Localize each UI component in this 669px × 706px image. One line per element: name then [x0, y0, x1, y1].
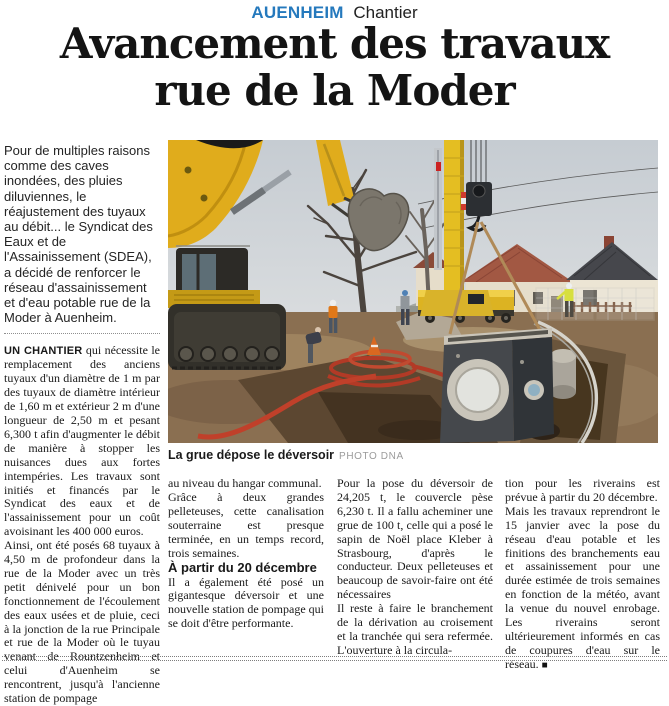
article-paragraph-text: Mais les travaux reprendront le 15 janvier avec la pose du réseau d'eau potable et les finitions des branchements eau et assainissement pour une durée estimée de trois semaines en fonction de la météo, avant la venue du nouvel enrobage. Les riverains seront ultérieurement informés en cas de coupures d'eau sur le réseau. — [505, 503, 660, 671]
article-headline — [0, 20, 669, 115]
mast-beacon — [436, 162, 441, 171]
article-paragraph — [505, 505, 660, 672]
caption-credit: PHOTO DNA — [339, 451, 404, 462]
kicker-section: Chantier — [353, 3, 418, 22]
kicker-location: AUENHEIM — [251, 3, 344, 22]
article-lead-in: UN CHANTIER — [4, 345, 83, 358]
headline-line1: Avancement des travaux — [59, 19, 610, 68]
deversoir-box — [440, 328, 554, 443]
lede-divider — [4, 333, 160, 335]
caption-text: La grue dépose le déversoir — [168, 448, 335, 462]
headline-line2: rue de la Moder — [154, 66, 515, 116]
article-paragraph: Il reste à faire le branchement de la dérivation au croisement et la tranchée qui sera refermée. L'ouverture à la circula- — [337, 601, 493, 657]
article-paragraph: Pour la pose du déversoir de 24,205 t, le couvercle pèse 6,230 t. Il a fallu acheminer une grue de 100 t, celle qui a posé le sapin de Noël place Kleber à Strasbourg, d'après le conducteur. Deux pelleteuses et beaucoup de savoir-faire ont été nécessaires — [337, 476, 493, 602]
article-paragraph — [4, 344, 160, 539]
article-end-mark: ■ — [541, 659, 548, 671]
photo-caption — [168, 448, 658, 462]
page-bottom-rule — [2, 656, 667, 661]
article-paragraph: au niveau du hangar communal. — [168, 476, 322, 490]
article-column-1 — [4, 143, 160, 706]
article-column-3 — [337, 477, 493, 658]
article-column-4 — [505, 477, 660, 672]
article-lede: Pour de multiples raisons comme des caves inondées, des pluies diluviennes, le réajustement des tuyaux au débit... le Syndicat des Eaux et de l'Assainissement (SDEA), a décidé de renforcer le réseau d'assainissement et d'eau potable rue de la Moder à Auenheim. — [4, 143, 153, 326]
article-paragraph-text: qui nécessite le remplacement des anciens tuyaux d'un diamètre de 1 m par des tuyaux de diamètre intérieur de 1,60 m et extérieur 2 m d'une longueur de 2,50 m et pesant 6,300 t afin d'augmenter le débit de manière à stopper les nuisances dues aux fortes intempéries. Les travaux sont initiés et financés par le Syndicat des eaux et de l'assainissement pour un coût avoisinant les 400 000 euros. — [4, 343, 160, 539]
article-paragraph: Ainsi, ont été posés 68 tuyaux à 4,50 m de profondeur dans la rue de la Moder avec un très petit dénivelé pour un bon fonctionnement de l'écoulement des eaux usées et de pluie, ceci à la jonction de la rue Principale et rue de la Moder où le tuyau venant de Rountzenheim et celui d'Auenheim se rencontrent, jusqu'à l'ancienne station de pompage — [4, 538, 160, 706]
article-paragraph: Il a également été posé un gigantesque déversoir et une nouvelle station de pompage qui se doit d'être performante. — [168, 574, 324, 631]
article-photo — [168, 140, 658, 443]
article-subhead: À partir du 20 décembre — [168, 560, 317, 576]
article-column-2 — [168, 477, 324, 631]
construction-photo-illustration — [168, 140, 658, 443]
article-paragraph: Grâce à deux grandes pelleteuses, cette canalisation souterraine est presque terminée, en un temps record, trois semaines. — [168, 489, 324, 560]
article-paragraph: tion pour les riverains est prévue à partir du 20 décembre. — [505, 476, 660, 504]
